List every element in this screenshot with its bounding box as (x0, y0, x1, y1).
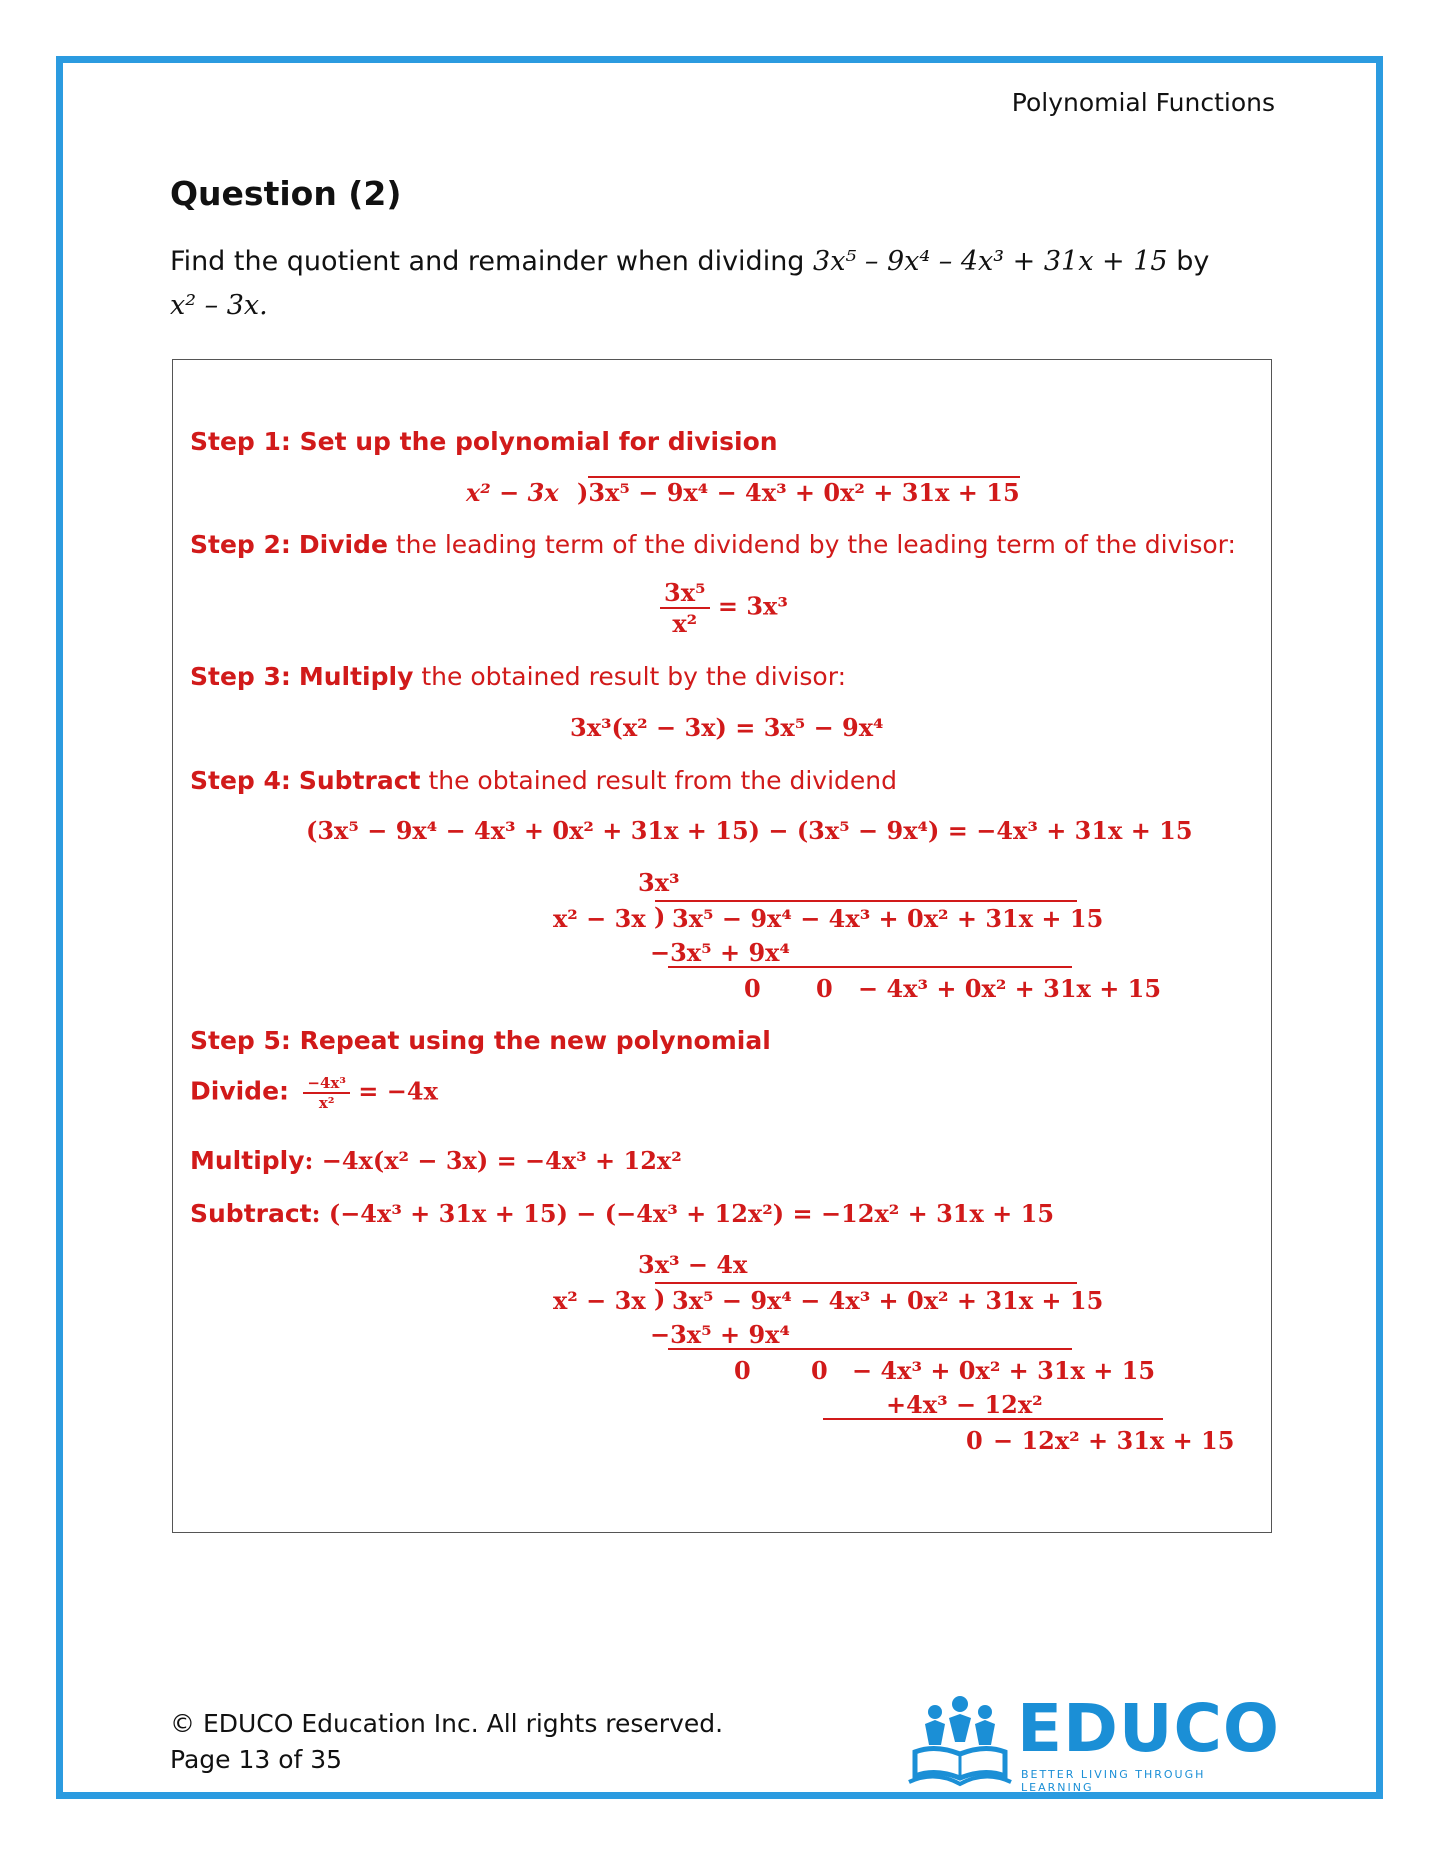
step1-divisor: x² − 3x (466, 478, 559, 507)
ld1-quotient: 3x³ (638, 868, 680, 897)
ld1-divisor: x² − 3x (553, 904, 646, 933)
question-title: Question (2) (170, 174, 402, 213)
ld1-remainder: − 4x³ + 0x² + 31x + 15 (858, 974, 1162, 1003)
ld2-zero-a: 0 (734, 1356, 751, 1385)
ld2-divisor: x² − 3x (553, 1286, 646, 1315)
ld2-subtrahend: −3x⁵ + 9x⁴ (650, 1320, 790, 1349)
ld1-subtrahend: −3x⁵ + 9x⁴ (650, 938, 790, 967)
logo-tagline: BETTER LIVING THROUGH LEARNING (1021, 1768, 1206, 1794)
step5-subtract: Subtract: (−4x³ + 31x + 15) − (−4x³ + 12x²) = −12x² + 31x + 15 (190, 1199, 1055, 1228)
question-text (170, 240, 1270, 328)
ld1-dividend: 3x⁵ − 9x⁴ − 4x³ + 0x² + 31x + 15 (672, 904, 1104, 933)
ld1-zero-b: 0 (816, 974, 833, 1003)
logo-people-book-icon (905, 1690, 1015, 1790)
question-prefix: Find the quotient and remainder when dividing (170, 246, 805, 277)
step3-equation: 3x³(x² − 3x) = 3x⁵ − 9x⁴ (570, 713, 884, 742)
step1-label: Step 1: Set up the polynomial for division (190, 427, 778, 456)
ld2-quotient: 3x³ − 4x (638, 1250, 748, 1279)
ld1-bracket: ) (654, 902, 666, 931)
educo-logo (905, 1690, 1281, 1794)
step5-label: Step 5: Repeat using the new polynomial (190, 1026, 771, 1055)
step3-line: Step 3: Multiply the obtained result by the divisor: (190, 662, 846, 691)
page-number: Page 13 of 35 (170, 1745, 343, 1774)
ld2-zero-b: 0 (811, 1356, 828, 1385)
question-by: by (1176, 246, 1210, 277)
ld2-zero-c: 0 (966, 1426, 983, 1455)
ld2-remainder-1: − 4x³ + 0x² + 31x + 15 (852, 1356, 1156, 1385)
ld1-overline (655, 900, 1077, 902)
ld2-rule-2 (823, 1418, 1163, 1420)
step5-divide: Divide: $\frac{\text{−4x³}}{\text{x²}}$ = −4x (190, 1074, 438, 1112)
step4-equation: (3x⁵ − 9x⁴ − 4x³ + 0x² + 31x + 15) − (3x⁵ − 9x⁴) = −4x³ + 31x + 15 (306, 816, 1193, 845)
ld2-dividend: 3x⁵ − 9x⁴ − 4x³ + 0x² + 31x + 15 (672, 1286, 1104, 1315)
step2-line: Step 2: Divide the leading term of the dividend by the leading term of the divisor: (190, 530, 1236, 559)
question-divisor: x² – 3x. (170, 290, 268, 321)
ld2-subtrahend-2: +4x³ − 12x² (886, 1390, 1043, 1419)
ld2-rule-1 (668, 1348, 1072, 1350)
page-header: Polynomial Functions (1011, 88, 1275, 117)
step1-dividend: 3x⁵ − 9x⁴ − 4x³ + 0x² + 31x + 15 (588, 478, 1020, 507)
ld1-rule (668, 966, 1072, 968)
ld2-overline (655, 1282, 1077, 1284)
footer (170, 1706, 723, 1778)
question-dividend: 3x⁵ – 9x⁴ – 4x³ + 31x + 15 (813, 246, 1168, 277)
step2-fraction: $\frac{\text{3x⁵}}{\text{x²}}$ = 3x³ (660, 578, 788, 638)
copyright-text: © EDUCO Education Inc. All rights reserved. (170, 1709, 724, 1738)
step4-line: Step 4: Subtract the obtained result from the dividend (190, 766, 897, 795)
step1-setup: x² − 3x )3x⁵ − 9x⁴ − 4x³ + 0x² + 31x + 15 (466, 478, 1020, 507)
ld2-remainder-2: − 12x² + 31x + 15 (993, 1426, 1235, 1455)
step5-multiply: Multiply: −4x(x² − 3x) = −4x³ + 12x² (190, 1146, 682, 1175)
ld2-bracket: ) (654, 1284, 666, 1313)
logo-name: EDUCO (1017, 1690, 1281, 1767)
ld1-zero-a: 0 (744, 974, 761, 1003)
